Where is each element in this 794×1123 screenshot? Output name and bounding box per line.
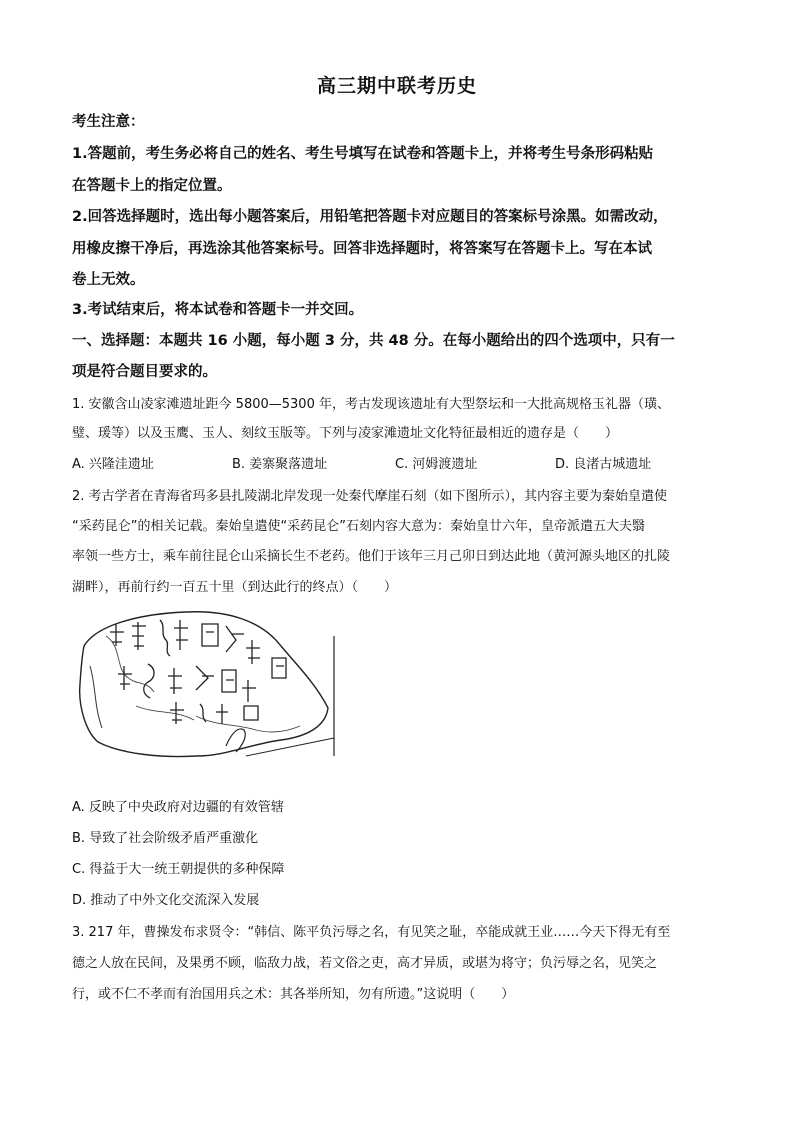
notice-item-2-line-3: 卷上无效。 <box>72 272 145 288</box>
question-1-stem-line-2: 璧、瑗等）以及玉鹰、玉人、刻纹玉版等。下列与凌家滩遗址文化特征最相近的遗存是（ ） <box>72 426 619 441</box>
stone-inscription-figure <box>76 606 344 778</box>
question-1-option-d: D. 良渚古城遗址 <box>555 457 652 472</box>
question-3-stem-line-1: 3. 217 年，曹操发布求贤令：“韩信、陈平负污辱之名，有见笑之耻，卒能成就王业……今天下得无有至 <box>72 925 671 940</box>
question-3-stem-line-3: 行，或不仁不孝而有治国用兵之术：其各举所知，勿有所遗。”这说明（ ） <box>72 987 515 1002</box>
notice-item-2-line-2: 用橡皮擦干净后，再选涂其他答案标号。回答非选择题时，将答案写在答题卡上。写在本试 <box>72 241 652 257</box>
notice-item-1-line-2: 在答题卡上的指定位置。 <box>72 178 232 194</box>
question-1-option-a: A. 兴隆洼遗址 <box>72 457 154 472</box>
question-2-option-b: B. 导致了社会阶级矛盾严重激化 <box>72 831 259 846</box>
question-2-stem-line-4: 湖畔），再前行约一百五十里（到达此行的终点）（ ） <box>72 580 398 595</box>
question-2-stem-line-2: “采药昆仑”的相关记载。秦始皇遣使“采药昆仑”石刻内容大意为：秦始皇廿六年，皇帝派遣五大夫翳 <box>72 519 645 534</box>
stone-inscription-sketch-icon <box>76 606 344 778</box>
page-title: 高三期中联考历史 <box>316 75 477 97</box>
notice-heading: 考生注意： <box>72 114 145 130</box>
question-2-option-c: C. 得益于大一统王朝提供的多种保障 <box>72 862 285 877</box>
section-1-heading-line-1: 一、选择题：本题共 16 小题，每小题 3 分，共 48 分。在每小题给出的四个选项中，只有一 <box>72 333 675 349</box>
notice-item-2-line-1: 2.回答选择题时，选出每小题答案后，用铅笔把答题卡对应题目的答案标号涂黑。如需改动， <box>72 209 668 225</box>
question-1-option-b: B. 姜寨聚落遗址 <box>232 457 328 472</box>
question-1-option-c: C. 河姆渡遗址 <box>395 457 478 472</box>
notice-item-3: 3.考试结束后，将本试卷和答题卡一并交回。 <box>72 302 364 318</box>
question-3-stem-line-2: 德之人放在民间，及果勇不顾，临敌力战，若文俗之吏，高才异质，或堪为将守；负污辱之名，见笑之 <box>72 956 658 971</box>
question-2-option-a: A. 反映了中央政府对边疆的有效管辖 <box>72 800 284 815</box>
question-1-stem-line-1: 1. 安徽含山凌家滩遗址距今 5800—5300 年，考古发现该遗址有大型祭坛和一大批高规格玉礼器（璜、 <box>72 397 670 412</box>
question-2-stem-line-3: 率领一些方士，乘车前往昆仑山采摘长生不老药。他们于该年三月己卯日到达此地（黄河源头地区的扎陵 <box>72 549 671 564</box>
question-2-option-d: D. 推动了中外文化交流深入发展 <box>72 893 260 908</box>
section-1-heading-line-2: 项是符合题目要求的。 <box>72 364 217 380</box>
question-2-stem-line-1: 2. 考古学者在青海省玛多县扎陵湖北岸发现一处秦代摩崖石刻（如下图所示），其内容主要为秦始皇遣使 <box>72 489 668 504</box>
notice-item-1-line-1: 1.答题前，考生务必将自己的姓名、考生号填写在试卷和答题卡上，并将考生号条形码粘贴 <box>72 146 654 162</box>
